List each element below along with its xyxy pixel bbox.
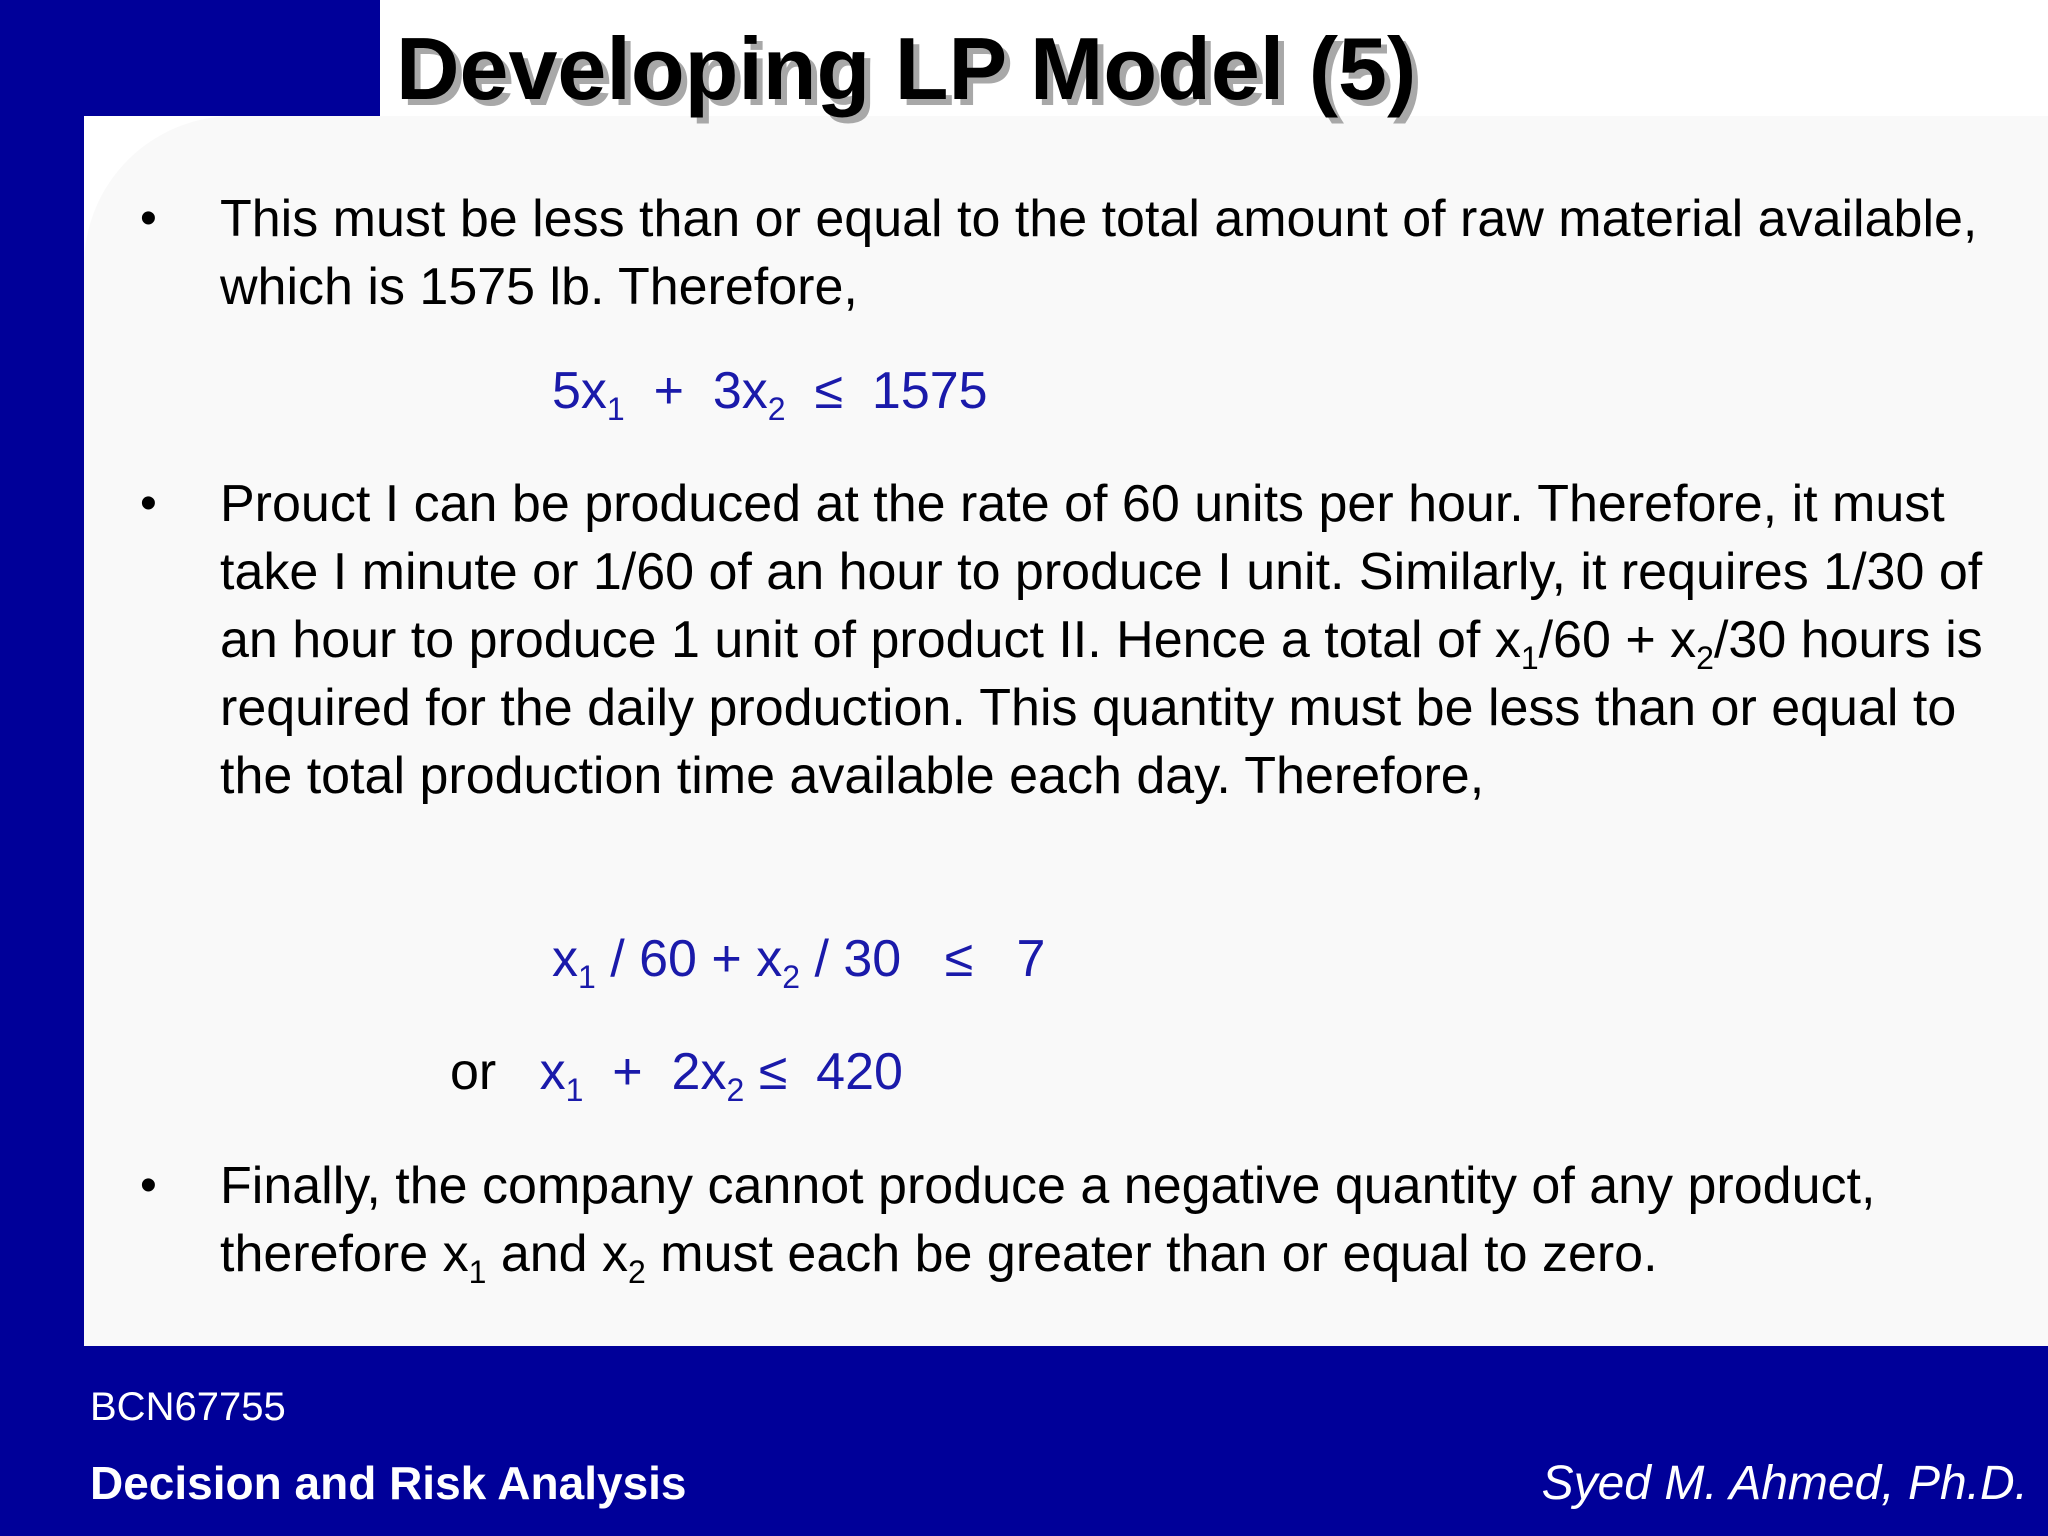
bullet-3-sub-2: 2 (628, 1254, 646, 1290)
eq1-sub-2: 2 (767, 391, 786, 427)
bullet-2-sub-1: 1 (1520, 640, 1539, 676)
slide-title: Developing LP Model (5) (396, 19, 1417, 118)
eq1-term-b: + 3x (624, 362, 768, 420)
bullet-2-text (220, 470, 2020, 810)
eq2-sub-1: 1 (578, 959, 596, 995)
bullet-1-text: This must be less than or equal to the total amount of raw material available, which is 1575 lb. Therefore, (220, 190, 1978, 316)
eq3-term-a: x (539, 1043, 566, 1101)
equation-production-time (552, 925, 1045, 993)
bullet-3-text (220, 1152, 2020, 1288)
eq3-or-label: or (450, 1043, 497, 1101)
bullet-1-marker: • (140, 192, 157, 245)
eq3-term-c: ≤ 420 (744, 1043, 903, 1101)
equation-production-time-alt (450, 1038, 903, 1106)
eq2-sub-2: 2 (782, 959, 801, 995)
footer-course-name: Decision and Risk Analysis (90, 1457, 687, 1509)
bullet-3-part2: and x (486, 1225, 629, 1283)
eq3-sub-2: 2 (726, 1072, 745, 1108)
eq1-term-c: ≤ 1575 (785, 362, 988, 420)
bullet-2-part2: /60 + x (1538, 611, 1697, 669)
footer-course-id: BCN67755 (90, 1385, 286, 1429)
bullet-3-marker: • (140, 1159, 157, 1212)
eq1-term-a: 5x (552, 362, 607, 420)
eq2-term-b: / 60 + x (595, 930, 783, 988)
footer-author: Syed M. Ahmed, Ph.D. (1541, 1457, 2028, 1510)
eq3-term-b: + 2x (583, 1043, 727, 1101)
bullet-2-marker: • (140, 477, 157, 530)
bullet-3-part3: must each be greater than or equal to zero. (645, 1225, 1658, 1283)
bullet-3-part1: Finally, the company cannot produce a negative quantity of any product, therefore x (220, 1157, 1876, 1283)
bullet-2-part1: Prouct I can be produced at the rate of 60 units per hour. Therefore, it must take I minute or 1/60 of an hour to produce I unit. Similarly, it requires 1/30 of an hour to produce 1 unit of product II. Hence a total of x (220, 475, 1983, 669)
bullet-2-sub-2: 2 (1696, 640, 1714, 676)
bullet-2-part3: /30 hours is required for the daily production. This quantity must be less than or equal to the total production time available each day. Therefore, (220, 611, 1983, 805)
eq2-term-a: x (552, 930, 578, 988)
eq3-sub-1: 1 (565, 1072, 584, 1108)
frame-left-bar (0, 0, 84, 1346)
eq2-term-c: / 30 ≤ 7 (800, 930, 1046, 988)
eq1-sub-1: 1 (606, 391, 625, 427)
equation-raw-material (552, 357, 988, 425)
bullet-3-sub-1: 1 (468, 1254, 487, 1290)
